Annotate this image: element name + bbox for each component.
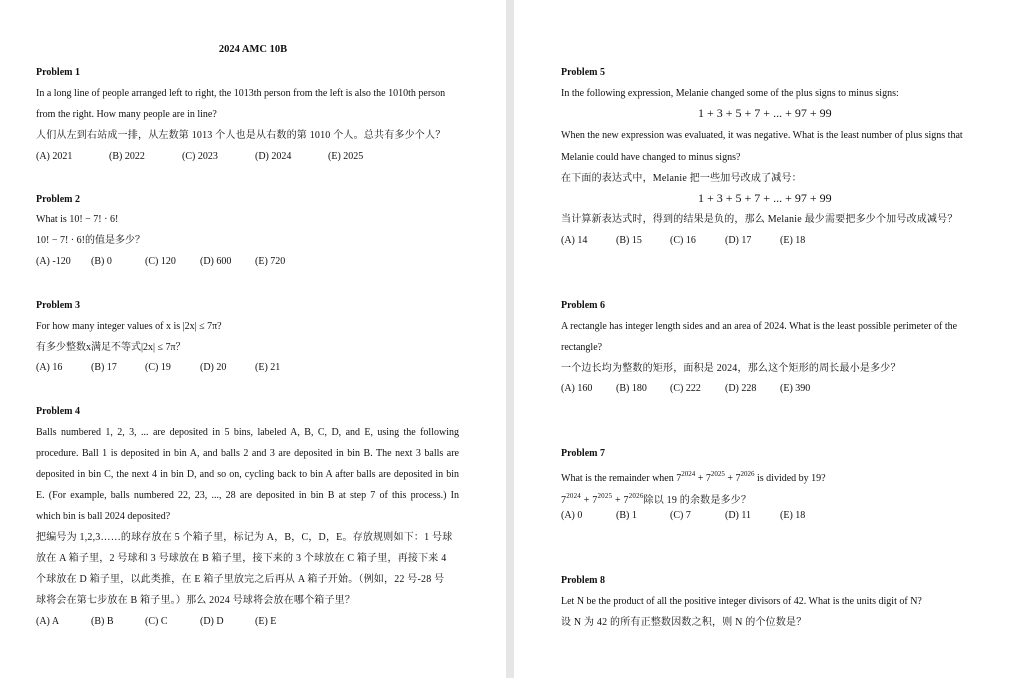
- problem-1-text: from the right. How many people are in line?: [36, 109, 217, 120]
- answer-choice: (B) 17: [91, 362, 117, 373]
- answer-choice: (D) 17: [725, 235, 752, 246]
- answer-choice: (D) 600: [200, 256, 232, 267]
- problem-8-text: Let N be the product of all the positive integer divisors of 42. What is the units digit of N?: [561, 596, 922, 607]
- answer-choice: (D) 228: [725, 383, 757, 394]
- answer-choice: (E) E: [255, 616, 277, 627]
- problem-4-text: E. (For example, balls numbered 22, 23, ..., 28 are deposited in bin B at step 7 of this process.) In: [36, 490, 459, 501]
- problem-2-heading: Problem 2: [36, 194, 80, 205]
- document-title: 2024 AMC 10B: [218, 44, 288, 55]
- answer-choice: (C) 19: [145, 362, 171, 373]
- problem-8-heading: Problem 8: [561, 575, 605, 586]
- answer-choice: (C) 222: [670, 383, 701, 394]
- answer-choice: (E) 21: [255, 362, 281, 373]
- problem-4-text: Balls numbered 1, 2, 3, ... are deposited in 5 bins, labeled A, B, C, D, and E, using the following: [36, 427, 459, 438]
- problem-3-translation: 有多少整数x满足不等式|2x| ≤ 7π？: [36, 342, 186, 353]
- problem-6-translation: 一个边长均为整数的矩形，面积是 2024，那么这个矩形的周长最小是多少？: [561, 363, 901, 374]
- right-page: [514, 0, 1015, 678]
- problem-4-heading: Problem 4: [36, 406, 80, 417]
- answer-choice: (A) A: [36, 616, 60, 627]
- answer-choice: (B) 1: [616, 510, 637, 521]
- answer-choice: (D) D: [200, 616, 224, 627]
- problem-4-translation: 球将会在第七步放在 B 箱子里。）那么 2024 号球将会放在哪个箱子里？: [36, 595, 356, 606]
- problem-5-text: When the new expression was evaluated, it was negative. What is the least number of plus signs that: [561, 130, 963, 141]
- problem-7-text: What is the remainder when $7^{2024} + 7^{2025} + 7^{2026}$ is divided by 19?: [561, 470, 826, 484]
- answer-choice: (E) 18: [780, 510, 806, 521]
- answer-choice: (E) 390: [780, 383, 811, 394]
- problem-5-expression: 1 + 3 + 5 + 7 + ... + 97 + 99: [698, 191, 832, 205]
- answer-choice: (C) 16: [670, 235, 696, 246]
- answer-choice: (B) 15: [616, 235, 642, 246]
- answer-choice: (E) 720: [255, 256, 286, 267]
- answer-choice: (B) B: [91, 616, 114, 627]
- problem-5-text: Melanie could have changed to minus signs?: [561, 152, 741, 163]
- problem-4-translation: 放在 A 箱子里，2 号球和 3 号球放在 B 箱子里，接下来的 3 个球放在 C 箱子里，再接下来 4: [36, 553, 447, 564]
- answer-choice: (C) 120: [145, 256, 176, 267]
- problem-1-heading: Problem 1: [36, 67, 80, 78]
- answer-choice: (A) 0: [561, 510, 583, 521]
- answer-choice: (E) 18: [780, 235, 806, 246]
- answer-choice: (A) 2021: [36, 151, 73, 162]
- problem-6-text: A rectangle has integer length sides and an area of 2024. What is the least possible perimeter of the: [561, 321, 958, 332]
- problem-3-heading: Problem 3: [36, 300, 80, 311]
- problem-5-text: In the following expression, Melanie changed some of the plus signs to minus signs:: [561, 88, 899, 99]
- answer-choice: (A) -120: [36, 256, 71, 267]
- problem-7-translation: $7^{2024} + 7^{2025} + 7^{2026}$除以 19 的余数是多少？: [561, 492, 752, 506]
- problem-3-text: For how many integer values of x is |2x| ≤ 7π?: [36, 321, 222, 332]
- answer-choice: (B) 180: [616, 383, 647, 394]
- left-page: [0, 0, 506, 678]
- problem-4-text: which bin is ball 2024 deposited?: [36, 511, 171, 522]
- problem-6-heading: Problem 6: [561, 300, 605, 311]
- answer-choice: (D) 20: [200, 362, 227, 373]
- problem-4-text: deposited in bin C, the next 4 in bin D, and so on, cycling back to bin A after balls are deposited in bin: [36, 469, 459, 480]
- problem-1-translation: 人们从左到右站成一排，从左数第 1013 个人也是从右数的第 1010 个人。总共有多少个人？: [36, 130, 446, 141]
- power-base: 7: [676, 473, 682, 484]
- problem-4-translation: 把编号为 1,2,3……的球存放在 5 个箱子里，标记为 A，B，C，D，E。存放规则如下：1 号球: [36, 532, 453, 543]
- answer-choice: (A) 160: [561, 383, 593, 394]
- answer-choice: (D) 11: [725, 510, 752, 521]
- problem-5-translation: 当计算新表达式时，得到的结果是负的，那么 Melanie 最少需要把多少个加号改成减号？: [561, 214, 958, 225]
- problem-8-translation: 设 N 为 42 的所有正整数因数之积，则 N 的个位数是？: [561, 617, 807, 628]
- problem-5-translation: 在下面的表达式中，Melanie 把一些加号改成了减号：: [561, 173, 802, 184]
- problem-1-text: In a long line of people arranged left to right, the 1013th person from the left is also the 1010th person: [36, 88, 446, 99]
- problem-2-translation: 10! − 7! · 6!的值是多少？: [36, 235, 145, 246]
- answer-choice: (A) 14: [561, 235, 588, 246]
- answer-choice: (A) 16: [36, 362, 63, 373]
- answer-choice: (C) 7: [670, 510, 691, 521]
- answer-choice: (C) 2023: [182, 151, 218, 162]
- answer-choice: (E) 2025: [328, 151, 364, 162]
- answer-choice: (D) 2024: [255, 151, 292, 162]
- answer-choice: (B) 2022: [109, 151, 145, 162]
- problem-4-text: procedure. Ball 1 is deposited in bin A, and balls 2 and 3 are deposited in bin B. The next 3 balls are: [36, 448, 459, 459]
- answer-choice: (B) 0: [91, 256, 112, 267]
- problem-6-text: rectangle?: [561, 342, 603, 353]
- problem-4-translation: 个球放在 D 箱子里，以此类推，在 E 箱子里放完之后再从 A 箱子开始。（例如，22 号-28 号: [36, 574, 445, 585]
- problem-7-heading: Problem 7: [561, 448, 605, 459]
- answer-choice: (C) C: [145, 616, 168, 627]
- problem-5-heading: Problem 5: [561, 67, 605, 78]
- problem-5-expression: 1 + 3 + 5 + 7 + ... + 97 + 99: [698, 106, 832, 120]
- problem-2-text: What is 10! − 7! · 6!: [36, 214, 119, 225]
